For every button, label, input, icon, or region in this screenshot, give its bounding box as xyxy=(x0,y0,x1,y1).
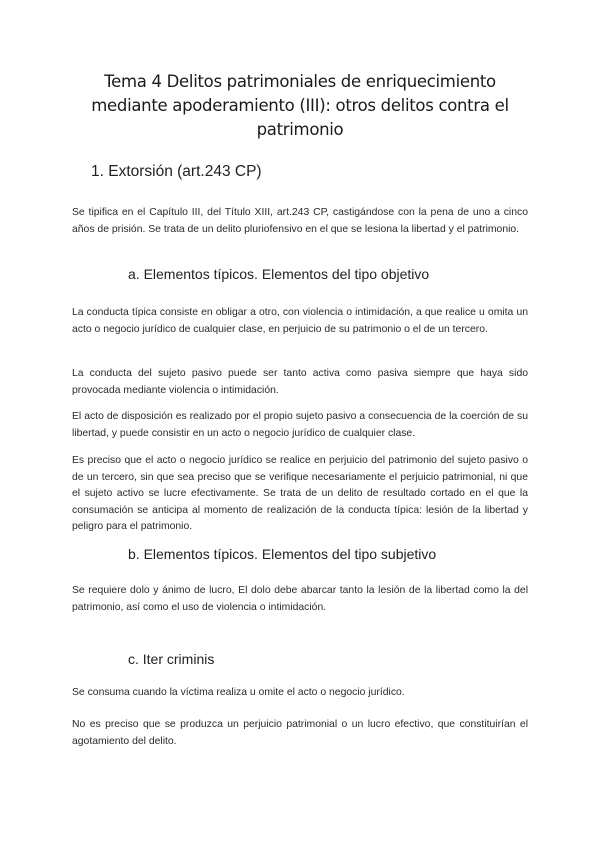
section-heading-extorsion: 1. Extorsión (art.243 CP) xyxy=(91,163,262,180)
subsection-heading-tipo-objetivo: a. Elementos típicos. Elementos del tipo objetivo xyxy=(128,266,430,282)
title-line: mediante apoderamiento (III): otros delitos contra el xyxy=(91,96,509,115)
paragraph-perjuicio: Es preciso que el acto o negocio jurídico se realice en perjuicio del patrimonio del sujeto pasivo o de un tercero, sin que sea preciso que se verifique necesariamente el perjuicio patrimonial, ni que el sujeto activo se lucre efectivamente. Se trata de un delito de resultado cortado en el que la consumación se anticipa al momento de realización de la conducta típica: lesión de la libertad y peligro para el patrimonio. xyxy=(72,455,528,532)
document-title xyxy=(60,70,540,142)
title-line: Tema 4 Delitos patrimoniales de enriquecimiento xyxy=(104,72,496,91)
subsection-heading-iter-criminis: c. Iter criminis xyxy=(128,651,215,667)
subsection-heading-tipo-subjetivo: b. Elementos típicos. Elementos del tipo subjetivo xyxy=(128,546,437,562)
paragraph-agotamiento: No es preciso que se produzca un perjuicio patrimonial o un lucro efectivo, que constituirían el agotamiento del delito. xyxy=(72,719,528,747)
paragraph-sujeto-pasivo: La conducta del sujeto pasivo puede ser tanto activa como pasiva siempre que haya sido provocada mediante violencia o intimidación. xyxy=(72,368,528,396)
paragraph-consumacion: Se consuma cuando la víctima realiza u omite el acto o negocio jurídico. xyxy=(72,687,405,698)
paragraph-dolo: Se requiere dolo y ánimo de lucro, El dolo debe abarcar tanto la lesión de la libertad como la del patrimonio, así como el uso de violencia o intimidación. xyxy=(72,585,528,613)
paragraph-acto-disposicion: El acto de disposición es realizado por el propio sujeto pasivo a consecuencia de la coerción de su libertad, y puede consistir en un acto o negocio jurídico de cualquier clase. xyxy=(72,411,528,439)
title-line: patrimonio xyxy=(256,120,344,139)
paragraph-conducta-tipica: La conducta típica consiste en obligar a otro, con violencia o intimidación, a que realice u omita un acto o negocio jurídico de cualquier clase, en perjuicio de su patrimonio o el de un tercero. xyxy=(72,307,528,335)
paragraph-intro: Se tipifica en el Capítulo III, del Título XIII, art.243 CP, castigándose con la pena de uno a cinco años de prisión. Se trata de un delito pluriofensivo en el que se lesiona la libertad y el patrimonio. xyxy=(72,207,528,235)
